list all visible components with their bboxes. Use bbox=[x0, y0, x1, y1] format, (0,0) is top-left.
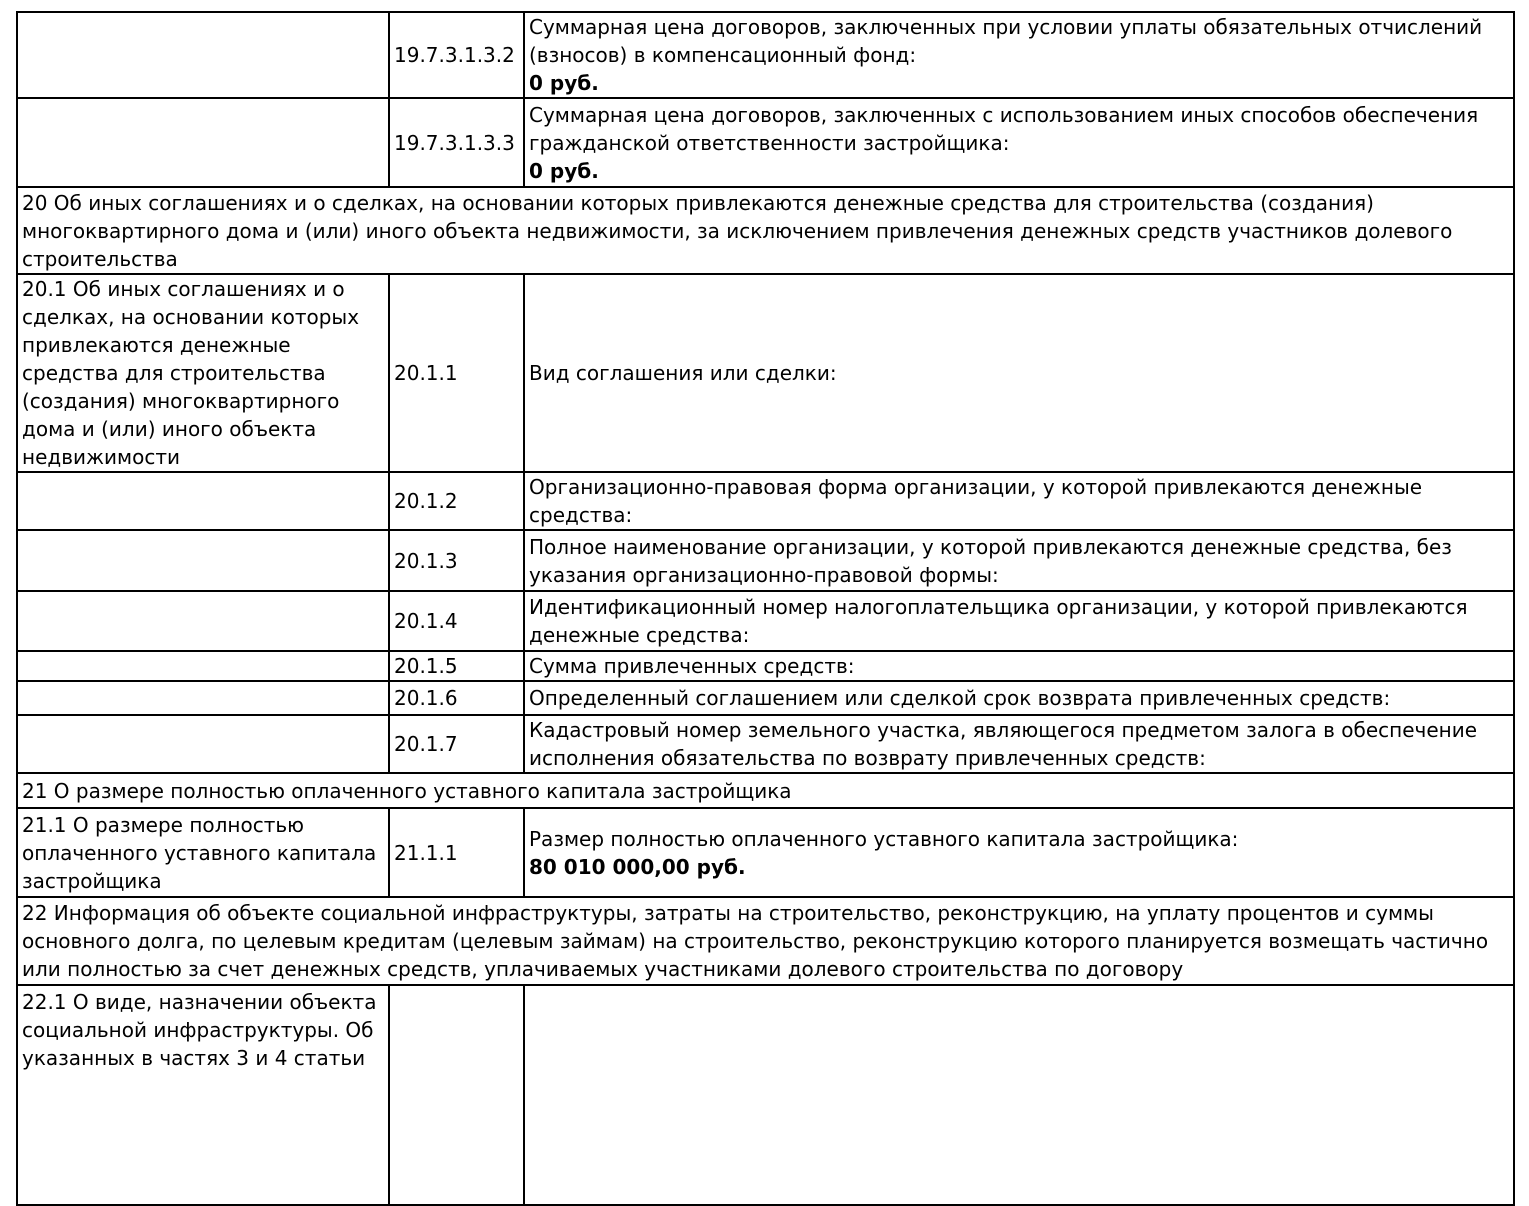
item-text: Суммарная цена договоров, заключенных с использованием иных способов обеспечения гражданской ответственности застройщика: bbox=[529, 102, 1479, 155]
item-content bbox=[524, 681, 1514, 715]
empty-label-cell bbox=[17, 98, 389, 187]
table-row bbox=[17, 98, 1514, 187]
item-content bbox=[524, 472, 1514, 530]
item-number: 20.1.5 bbox=[389, 651, 524, 681]
item-content bbox=[524, 651, 1514, 681]
item-value: 0 руб. bbox=[529, 71, 599, 95]
section-heading: 22 Информация об объекте социальной инфраструктуры, затраты на строительство, реконструкцию, на уплату процентов и суммы основного долга, по целевым кредитам (целевым займам) на строительство, реконструкцию которого планируется возмещать частично или полностью за счет денежных средств, уплачиваемых участниками долевого строительства по договору bbox=[17, 897, 1514, 985]
table-row bbox=[17, 530, 1514, 591]
item-text: Кадастровый номер земельного участка, являющегося предметом залога в обеспечение исполнения обязательства по возврату привлеченных средств: bbox=[529, 718, 1478, 770]
item-content bbox=[524, 12, 1514, 98]
section-heading: 20 Об иных соглашениях и о сделках, на основании которых привлекаются денежные средства для строительства (создания) многоквартирного дома и (или) иного объекта недвижимости, за исключением привлечения денежных средств участников долевого строительства bbox=[17, 187, 1514, 274]
item-content bbox=[524, 98, 1514, 187]
empty-label-cell bbox=[17, 715, 389, 773]
item-number: 20.1.4 bbox=[389, 591, 524, 651]
group-label-cell: 22.1 О виде, назначении объекта социальной инфраструктуры. Об указанных в частях 3 и 4 статьи bbox=[17, 985, 389, 1205]
item-value: 80 010 000,00 руб. bbox=[529, 854, 746, 879]
item-text: Организационно-правовая форма организации, у которой привлекаются денежные средства: bbox=[529, 475, 1423, 527]
group-label-cell: 21.1 О размере полностью оплаченного уставного капитала застройщика bbox=[17, 808, 389, 897]
declaration-table bbox=[16, 11, 1515, 1206]
item-number: 19.7.3.1.3.2 bbox=[389, 12, 524, 98]
table-row bbox=[17, 651, 1514, 681]
item-number: 21.1.1 bbox=[389, 808, 524, 897]
empty-content-cell bbox=[524, 985, 1514, 1205]
item-text: Вид соглашения или сделки: bbox=[529, 361, 837, 385]
empty-label-cell bbox=[17, 651, 389, 681]
item-text: Суммарная цена договоров, заключенных при условии уплаты обязательных отчислений (взносов) в компенсационный фонд: bbox=[529, 15, 1483, 67]
item-number: 20.1.3 bbox=[389, 530, 524, 591]
table-row bbox=[17, 715, 1514, 773]
section-row bbox=[17, 897, 1514, 985]
item-content bbox=[524, 715, 1514, 773]
item-text: Размер полностью оплаченного уставного капитала застройщика: bbox=[529, 826, 1239, 851]
item-text: Идентификационный номер налогоплательщика организации, у которой привлекаются денежные средства: bbox=[529, 595, 1468, 647]
section-heading: 21 О размере полностью оплаченного уставного капитала застройщика bbox=[17, 773, 1514, 808]
section-row bbox=[17, 773, 1514, 808]
table-row bbox=[17, 808, 1514, 897]
item-content bbox=[524, 808, 1514, 897]
table-row bbox=[17, 681, 1514, 715]
item-number: 20.1.6 bbox=[389, 681, 524, 715]
table-row bbox=[17, 472, 1514, 530]
section-row bbox=[17, 187, 1514, 274]
item-text: Полное наименование организации, у которой привлекаются денежные средства, без указания организационно-правовой формы: bbox=[529, 534, 1452, 587]
table-row bbox=[17, 591, 1514, 651]
empty-label-cell bbox=[17, 12, 389, 98]
item-number: 19.7.3.1.3.3 bbox=[389, 98, 524, 187]
item-content bbox=[524, 591, 1514, 651]
item-content bbox=[524, 274, 1514, 472]
empty-label-cell bbox=[17, 591, 389, 651]
item-number: 20.1.7 bbox=[389, 715, 524, 773]
item-text: Определенный соглашением или сделкой срок возврата привлеченных средств: bbox=[529, 686, 1391, 710]
item-content bbox=[524, 530, 1514, 591]
item-number: 20.1.2 bbox=[389, 472, 524, 530]
item-text: Сумма привлеченных средств: bbox=[529, 654, 855, 678]
item-value: 0 руб. bbox=[529, 158, 599, 183]
empty-label-cell bbox=[17, 681, 389, 715]
empty-number-cell bbox=[389, 985, 524, 1205]
empty-label-cell bbox=[17, 472, 389, 530]
table-row bbox=[17, 274, 1514, 472]
empty-label-cell bbox=[17, 530, 389, 591]
table-row bbox=[17, 12, 1514, 98]
item-number: 20.1.1 bbox=[389, 274, 524, 472]
table-row bbox=[17, 985, 1514, 1205]
group-label-cell: 20.1 Об иных соглашениях и о сделках, на основании которых привлекаются денежные средства для строительства (создания) многоквартирного дома и (или) иного объекта недвижимости bbox=[17, 274, 389, 472]
